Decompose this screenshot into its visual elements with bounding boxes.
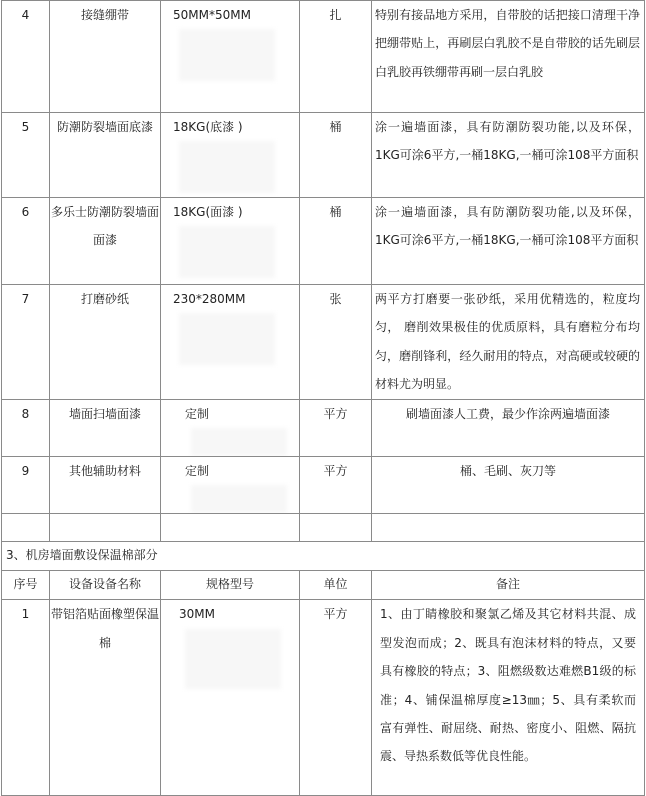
item-unit: 扎 (300, 1, 372, 113)
item-notes-text: 涂一遍墙面漆，具有防潮防裂功能,以及环保，1KG可涂6平方,一桶18KG,一桶可涂108平方面积 (375, 205, 640, 248)
redacted-area (179, 226, 275, 278)
row-number: 5 (2, 113, 50, 198)
empty-row (2, 514, 645, 542)
item-notes-text: 涂一遍墙面漆，具有防潮防裂功能,以及环保，1KG可涂6平方,一桶18KG,一桶可涂108平方面积 (375, 120, 640, 163)
empty-cell (2, 514, 50, 542)
section-row (2, 542, 645, 571)
redacted-area (191, 428, 287, 456)
item-unit: 平方 (300, 399, 372, 456)
item-name: 打磨砂纸 (50, 285, 161, 400)
item-spec-text: 定制 (185, 406, 210, 421)
row-number: 6 (2, 198, 50, 285)
item-name: 接缝绷带 (50, 1, 161, 113)
item-notes: 桶、毛刷、灰刀等 (372, 457, 645, 514)
item-spec-text: 定制 (185, 464, 210, 479)
empty-cell (161, 514, 300, 542)
item-name: 其他辅助材料 (50, 457, 161, 514)
item-notes (372, 198, 645, 285)
item-spec (161, 399, 300, 456)
item-notes: 刷墙面漆人工费，最少作涂两遍墙面漆 (372, 399, 645, 456)
empty-cell (372, 514, 645, 542)
table-header-row (2, 571, 645, 600)
row-number: 9 (2, 457, 50, 514)
item-notes-text: 1、由丁睛橡胶和聚氯乙烯及其它材料共混、成型发泡而成；2、既具有泡沫材料的特点，又要具有橡胶的特点；3、阻燃级数达难燃B1级的标准；4、铺保温棉厚度≥13㎜；5、具有柔软而富有弹性、耐屈绕、耐热、密度小、阻燃、隔抗震、导热系数低等优良性能。 (380, 607, 636, 764)
table-row (2, 285, 645, 400)
item-spec-text: 30MM (179, 607, 215, 622)
item-spec (161, 457, 300, 514)
item-name: 防潮防裂墙面底漆 (50, 113, 161, 198)
item-spec (161, 1, 300, 113)
item-notes-text: 两平方打磨要一张砂纸，采用优精选的，粒度均匀， 磨削效果极佳的优质原料，具有磨粒分布均匀，磨削锋利，经久耐用的特点，对高硬或较硬的材料尤为明显。 (375, 292, 640, 392)
item-spec-text: 50MM*50MM (173, 8, 251, 22)
header-no: 序号 (2, 571, 50, 600)
table-row (2, 457, 645, 514)
row-number: 1 (2, 600, 50, 796)
item-notes (372, 113, 645, 198)
materials-table (1, 0, 645, 796)
item-unit: 张 (300, 285, 372, 400)
item-notes (372, 285, 645, 400)
item-spec (161, 285, 300, 400)
redacted-area (191, 485, 287, 513)
item-spec-text: 230*280MM (173, 292, 246, 306)
item-unit: 平方 (300, 457, 372, 514)
empty-cell (50, 514, 161, 542)
item-notes (372, 600, 645, 796)
table-row (2, 1, 645, 113)
item-spec (161, 198, 300, 285)
redacted-area (179, 29, 275, 81)
redacted-area (179, 141, 275, 193)
item-notes-text: 特别有接品地方采用，自带胶的话把接口清理干净把绷带贴上，再刷层白乳胶不是自带胶的话先刷层白乳胶再铁绷带再刷一层白乳胶 (375, 8, 640, 79)
table-row (2, 399, 645, 456)
table-row (2, 198, 645, 285)
item-unit: 桶 (300, 113, 372, 198)
section-title: 3、机房墙面敷设保温棉部分 (2, 542, 645, 571)
table-row (2, 600, 645, 796)
item-notes (372, 1, 645, 113)
row-number: 7 (2, 285, 50, 400)
table-row (2, 113, 645, 198)
header-name: 设备设备名称 (50, 571, 161, 600)
item-spec-text: 18KG(面漆 ) (173, 205, 243, 219)
item-unit: 平方 (300, 600, 372, 796)
item-name: 墙面扫墙面漆 (50, 399, 161, 456)
empty-cell (300, 514, 372, 542)
item-spec-text: 18KG(底漆 ) (173, 120, 243, 134)
item-unit: 桶 (300, 198, 372, 285)
item-name: 带铝箔贴面橡塑保温棉 (50, 600, 161, 796)
header-notes: 备注 (372, 571, 645, 600)
item-spec (161, 600, 300, 796)
item-name: 多乐士防潮防裂墙面面漆 (50, 198, 161, 285)
item-spec (161, 113, 300, 198)
redacted-area (185, 629, 281, 689)
row-number: 8 (2, 399, 50, 456)
header-unit: 单位 (300, 571, 372, 600)
header-spec: 规格型号 (161, 571, 300, 600)
redacted-area (179, 313, 275, 365)
row-number: 4 (2, 1, 50, 113)
